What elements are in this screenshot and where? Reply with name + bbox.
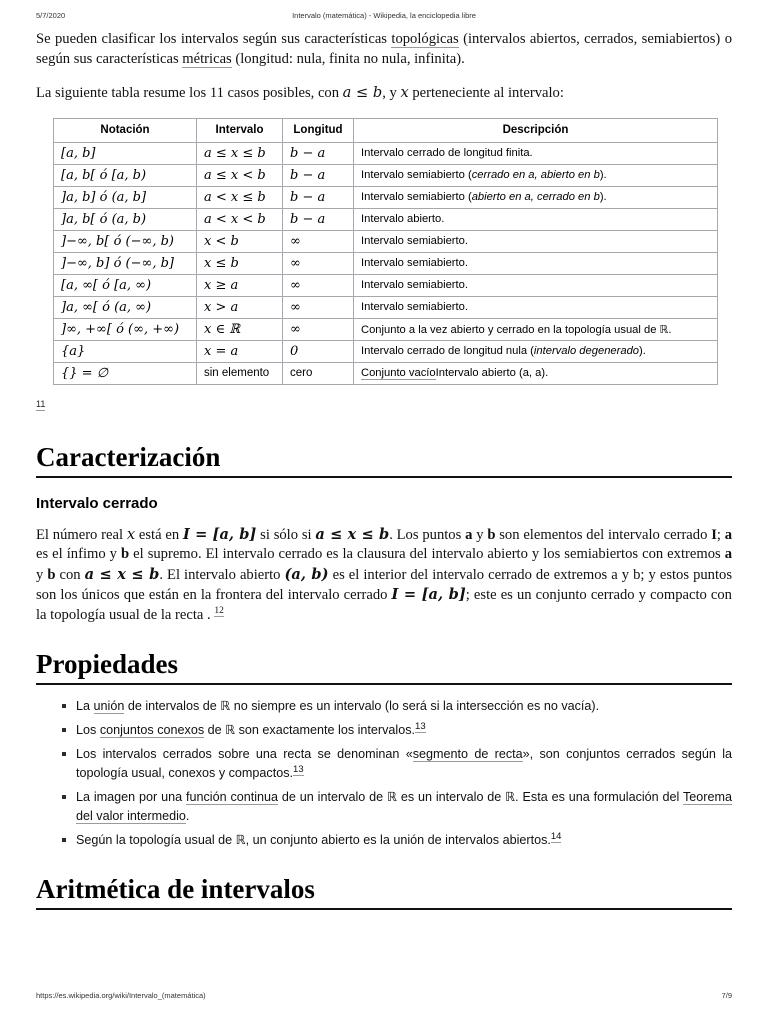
cell-notation: [a, b[ ó [a, b) xyxy=(54,164,197,186)
table-row xyxy=(54,362,718,384)
list-item xyxy=(62,721,732,740)
cp-f: son elementos del intervalo cerrado xyxy=(495,526,712,543)
cp-g: ; xyxy=(716,526,725,543)
desc-pre: Intervalo semiabierto. xyxy=(361,257,468,269)
table-row xyxy=(54,142,718,164)
cell-notation: ]a, ∞[ ó (a, ∞) xyxy=(54,296,197,318)
print-header xyxy=(36,10,732,22)
link-teorema-valor-intermedio[interactable]: Teorema del valor intermedio xyxy=(76,790,732,823)
footer-url[interactable]: https://es.wikipedia.org/wiki/Intervalo_(matemática) xyxy=(36,991,206,1000)
table-row xyxy=(54,340,718,362)
table-row xyxy=(54,318,718,340)
table-row xyxy=(54,208,718,230)
cp-math-open-ab: (a, b) xyxy=(284,565,329,583)
propiedades-list xyxy=(36,697,732,850)
intro-p2-math-ab: a ≤ b xyxy=(342,84,383,101)
cell-interval: x = a xyxy=(197,340,283,362)
cell-notation: [a, b] xyxy=(54,142,197,164)
table-row xyxy=(54,296,718,318)
cp-bold-b3: b xyxy=(47,566,56,583)
desc-pre: Intervalo cerrado de longitud finita. xyxy=(361,147,533,159)
cp-math-axb2: a ≤ x ≤ b xyxy=(84,565,160,583)
cp-math-I-ab: I = [a, b] xyxy=(183,525,257,543)
cell-description xyxy=(354,362,718,384)
subheading-intervalo-cerrado: Intervalo cerrado xyxy=(36,494,158,512)
cell-length: ∞ xyxy=(283,274,354,296)
cell-notation: {} = ∅ xyxy=(54,362,197,384)
item-text-b: de un intervalo de ℝ es un intervalo de ℝ. Esta es una formulación del xyxy=(278,790,683,804)
cell-length: b − a xyxy=(283,186,354,208)
cell-description xyxy=(354,340,718,362)
cell-length: cero xyxy=(283,362,354,384)
caracterizacion-paragraph xyxy=(36,525,732,626)
cell-length: b − a xyxy=(283,208,354,230)
list-item xyxy=(62,788,732,826)
cp-j: y xyxy=(36,566,48,583)
desc-pre: Intervalo semiabierto. xyxy=(361,235,468,247)
desc-pre: Intervalo cerrado de longitud nula ( xyxy=(361,345,534,357)
cell-interval: x < b xyxy=(197,230,283,252)
reference-11[interactable]: 11 xyxy=(36,398,46,409)
cell-notation: ]∞, +∞[ ó (∞, +∞) xyxy=(54,318,197,340)
item-text-c: . xyxy=(185,809,190,823)
cp-e: y xyxy=(472,526,488,543)
cell-description xyxy=(354,142,718,164)
cell-interval: a ≤ x ≤ b xyxy=(197,142,283,164)
cell-interval: x ≥ a xyxy=(197,274,283,296)
column-header-longitud: Longitud xyxy=(283,118,354,142)
cell-length: 0 xyxy=(283,340,354,362)
link-metricas[interactable]: métricas xyxy=(182,50,232,67)
link-conjuntos-conexos[interactable]: conjuntos conexos xyxy=(99,723,205,737)
cell-length: ∞ xyxy=(283,252,354,274)
list-item xyxy=(62,831,732,850)
item-text-a: Según la topología usual de ℝ, un conjunto abierto es la unión de intervalos abiertos. xyxy=(76,833,551,847)
cell-notation: ]−∞, b[ ó (−∞, b) xyxy=(54,230,197,252)
cp-m: es el interior del intervalo cerrado de extremos a y b; y estos puntos son los únicos que están en la frontera del intervalo cerrado xyxy=(36,566,732,603)
cp-a: El número real xyxy=(36,526,127,543)
column-header-notacion: Notación xyxy=(54,118,197,142)
desc-emphasis: cerrado en a, abierto en b xyxy=(471,169,600,181)
intro-p1-text-b: (intervalos abiertos, cerrados, semiabiertos) o según sus características xyxy=(36,31,732,67)
table-row xyxy=(54,230,718,252)
cell-interval: x > a xyxy=(197,296,283,318)
heading-aritmetica-de-intervalos: Aritmética de intervalos xyxy=(36,874,732,910)
cp-n: ; este es un conjunto cerrado y compacto con la topología usual de la recta . xyxy=(36,587,732,623)
cell-interval: x ∈ ℝ xyxy=(197,318,283,340)
aritmetica-section xyxy=(36,874,732,910)
cell-interval: a ≤ x < b xyxy=(197,164,283,186)
intervals-table xyxy=(53,118,718,385)
print-date: 5/7/2020 xyxy=(36,11,66,20)
desc-pre: Intervalo semiabierto. xyxy=(361,301,468,313)
cp-c: si sólo si xyxy=(256,526,316,543)
cell-length: ∞ xyxy=(283,318,354,340)
intro-p2-text-b: , y xyxy=(382,85,401,101)
cell-interval: x ≤ b xyxy=(197,252,283,274)
table-row xyxy=(54,186,718,208)
reference-13[interactable]: 13 xyxy=(415,720,426,732)
cell-notation: ]a, b[ ó (a, b) xyxy=(54,208,197,230)
cp-math-x: x xyxy=(126,525,136,543)
cell-length: ∞ xyxy=(283,230,354,252)
item-text-b: », son conjuntos cerrados según la topología usual, conexos y compactos. xyxy=(76,747,733,780)
link-funcion-continua[interactable]: función continua xyxy=(185,790,279,804)
desc-post: Intervalo abierto (a, a). xyxy=(435,367,549,379)
cell-description xyxy=(354,274,718,296)
desc-pre: Intervalo semiabierto ( xyxy=(361,191,472,203)
cell-interval: a < x < b xyxy=(197,208,283,230)
propiedades-section xyxy=(36,649,732,685)
desc-pre: Intervalo abierto. xyxy=(361,213,445,225)
desc-post: ). xyxy=(639,345,646,357)
cell-notation: {a} xyxy=(54,340,197,362)
cp-bold-a3: a xyxy=(724,546,732,562)
cp-d: . Los puntos xyxy=(389,526,466,543)
footer-page-number: 7/9 xyxy=(721,991,732,1000)
intro-paragraph-2 xyxy=(36,83,732,104)
item-text-a: La xyxy=(76,699,94,713)
cp-h: es el ínfimo y xyxy=(36,546,121,562)
cell-description xyxy=(354,230,718,252)
cp-l: . El intervalo abierto xyxy=(159,566,285,583)
intro-p2-text-c: perteneciente al intervalo: xyxy=(408,85,564,101)
desc-post: ). xyxy=(599,191,607,203)
link-union[interactable]: unión xyxy=(93,699,125,713)
intro-p2-text-a: La siguiente tabla resume los 11 casos posibles, con xyxy=(36,85,343,101)
reference-12[interactable]: 12 xyxy=(214,605,224,616)
table-row xyxy=(54,274,718,296)
cp-math-I-ab2: I = [a, b] xyxy=(391,586,466,603)
cp-k: con xyxy=(55,566,85,583)
cell-notation: ]a, b] ó (a, b] xyxy=(54,186,197,208)
table-header-row xyxy=(54,118,718,142)
item-text-a: La imagen por una xyxy=(76,790,186,804)
table-reference-wrapper xyxy=(36,385,732,412)
cell-description xyxy=(354,208,718,230)
reference-13b[interactable]: 13 xyxy=(293,763,304,775)
desc-post: ). xyxy=(599,169,607,181)
heading-propiedades: Propiedades xyxy=(36,649,732,685)
item-text-a: Los xyxy=(76,723,100,737)
cp-bold-a: a xyxy=(465,526,473,543)
column-header-intervalo: Intervalo xyxy=(197,118,283,142)
desc-pre: Conjunto a la vez abierto y cerrado en la topología usual de ℝ. xyxy=(361,323,672,336)
item-text-a: Los intervalos cerrados sobre una recta se denominan « xyxy=(76,747,413,761)
link-segmento-de-recta[interactable]: segmento de recta xyxy=(412,747,523,761)
link-conjunto-vacio[interactable]: Conjunto vacío xyxy=(361,367,436,379)
item-text-b: de ℝ son exactamente los intervalos. xyxy=(204,723,416,737)
intro-p2-math-x: x xyxy=(400,84,409,101)
item-text-b: de intervalos de ℝ no siempre es un intervalo (lo será si la intersección es no vacía). xyxy=(124,699,600,713)
print-document-title: Intervalo (matemática) - Wikipedia, la enciclopedia libre xyxy=(292,11,476,20)
cell-description xyxy=(354,186,718,208)
cell-description xyxy=(354,318,718,340)
intro-p1-text-c: (longitud: nula, finita no nula, infinita). xyxy=(231,50,465,67)
desc-pre: Intervalo semiabierto ( xyxy=(361,169,472,181)
cell-length: ∞ xyxy=(283,296,354,318)
intro-p1-text-a: Se pueden clasificar los intervalos según sus características xyxy=(36,31,392,47)
cell-description xyxy=(354,164,718,186)
list-item xyxy=(62,697,732,716)
cp-bold-b: b xyxy=(487,526,496,543)
cell-notation: [a, ∞[ ó [a, ∞) xyxy=(54,274,197,296)
desc-pre: Intervalo semiabierto. xyxy=(361,279,468,291)
cell-description xyxy=(354,252,718,274)
heading-caracterizacion: Caracterización xyxy=(36,442,732,478)
cell-description xyxy=(354,296,718,318)
intro-paragraph-1 xyxy=(36,30,732,69)
column-header-descripcion: Descripción xyxy=(354,118,718,142)
cp-bold-a2: a xyxy=(724,526,733,543)
caracterizacion-section xyxy=(36,442,732,478)
table-row xyxy=(54,252,718,274)
link-topologicas[interactable]: topológicas xyxy=(391,31,459,47)
cp-i: el supremo. El intervalo cerrado es la clausura del intervalo abierto y los semiabiertos con extremos xyxy=(129,546,725,562)
desc-emphasis: abierto en a, cerrado en b xyxy=(471,191,600,203)
cell-notation: ]−∞, b] ó (−∞, b] xyxy=(54,252,197,274)
table-row xyxy=(54,164,718,186)
cell-interval: a < x ≤ b xyxy=(197,186,283,208)
print-footer xyxy=(36,990,732,1002)
cell-length: b − a xyxy=(283,142,354,164)
cell-interval: sin elemento xyxy=(197,362,283,384)
cp-b: está en xyxy=(135,526,183,543)
page-content xyxy=(36,30,732,922)
cp-math-axb: a ≤ x ≤ b xyxy=(315,525,390,543)
cp-bold-I: I xyxy=(711,526,717,543)
reference-14[interactable]: 14 xyxy=(550,830,562,842)
cp-bold-b2: b xyxy=(121,546,130,562)
cell-length: b − a xyxy=(283,164,354,186)
desc-emphasis: intervalo degenerado xyxy=(533,345,640,357)
list-item xyxy=(62,745,732,783)
